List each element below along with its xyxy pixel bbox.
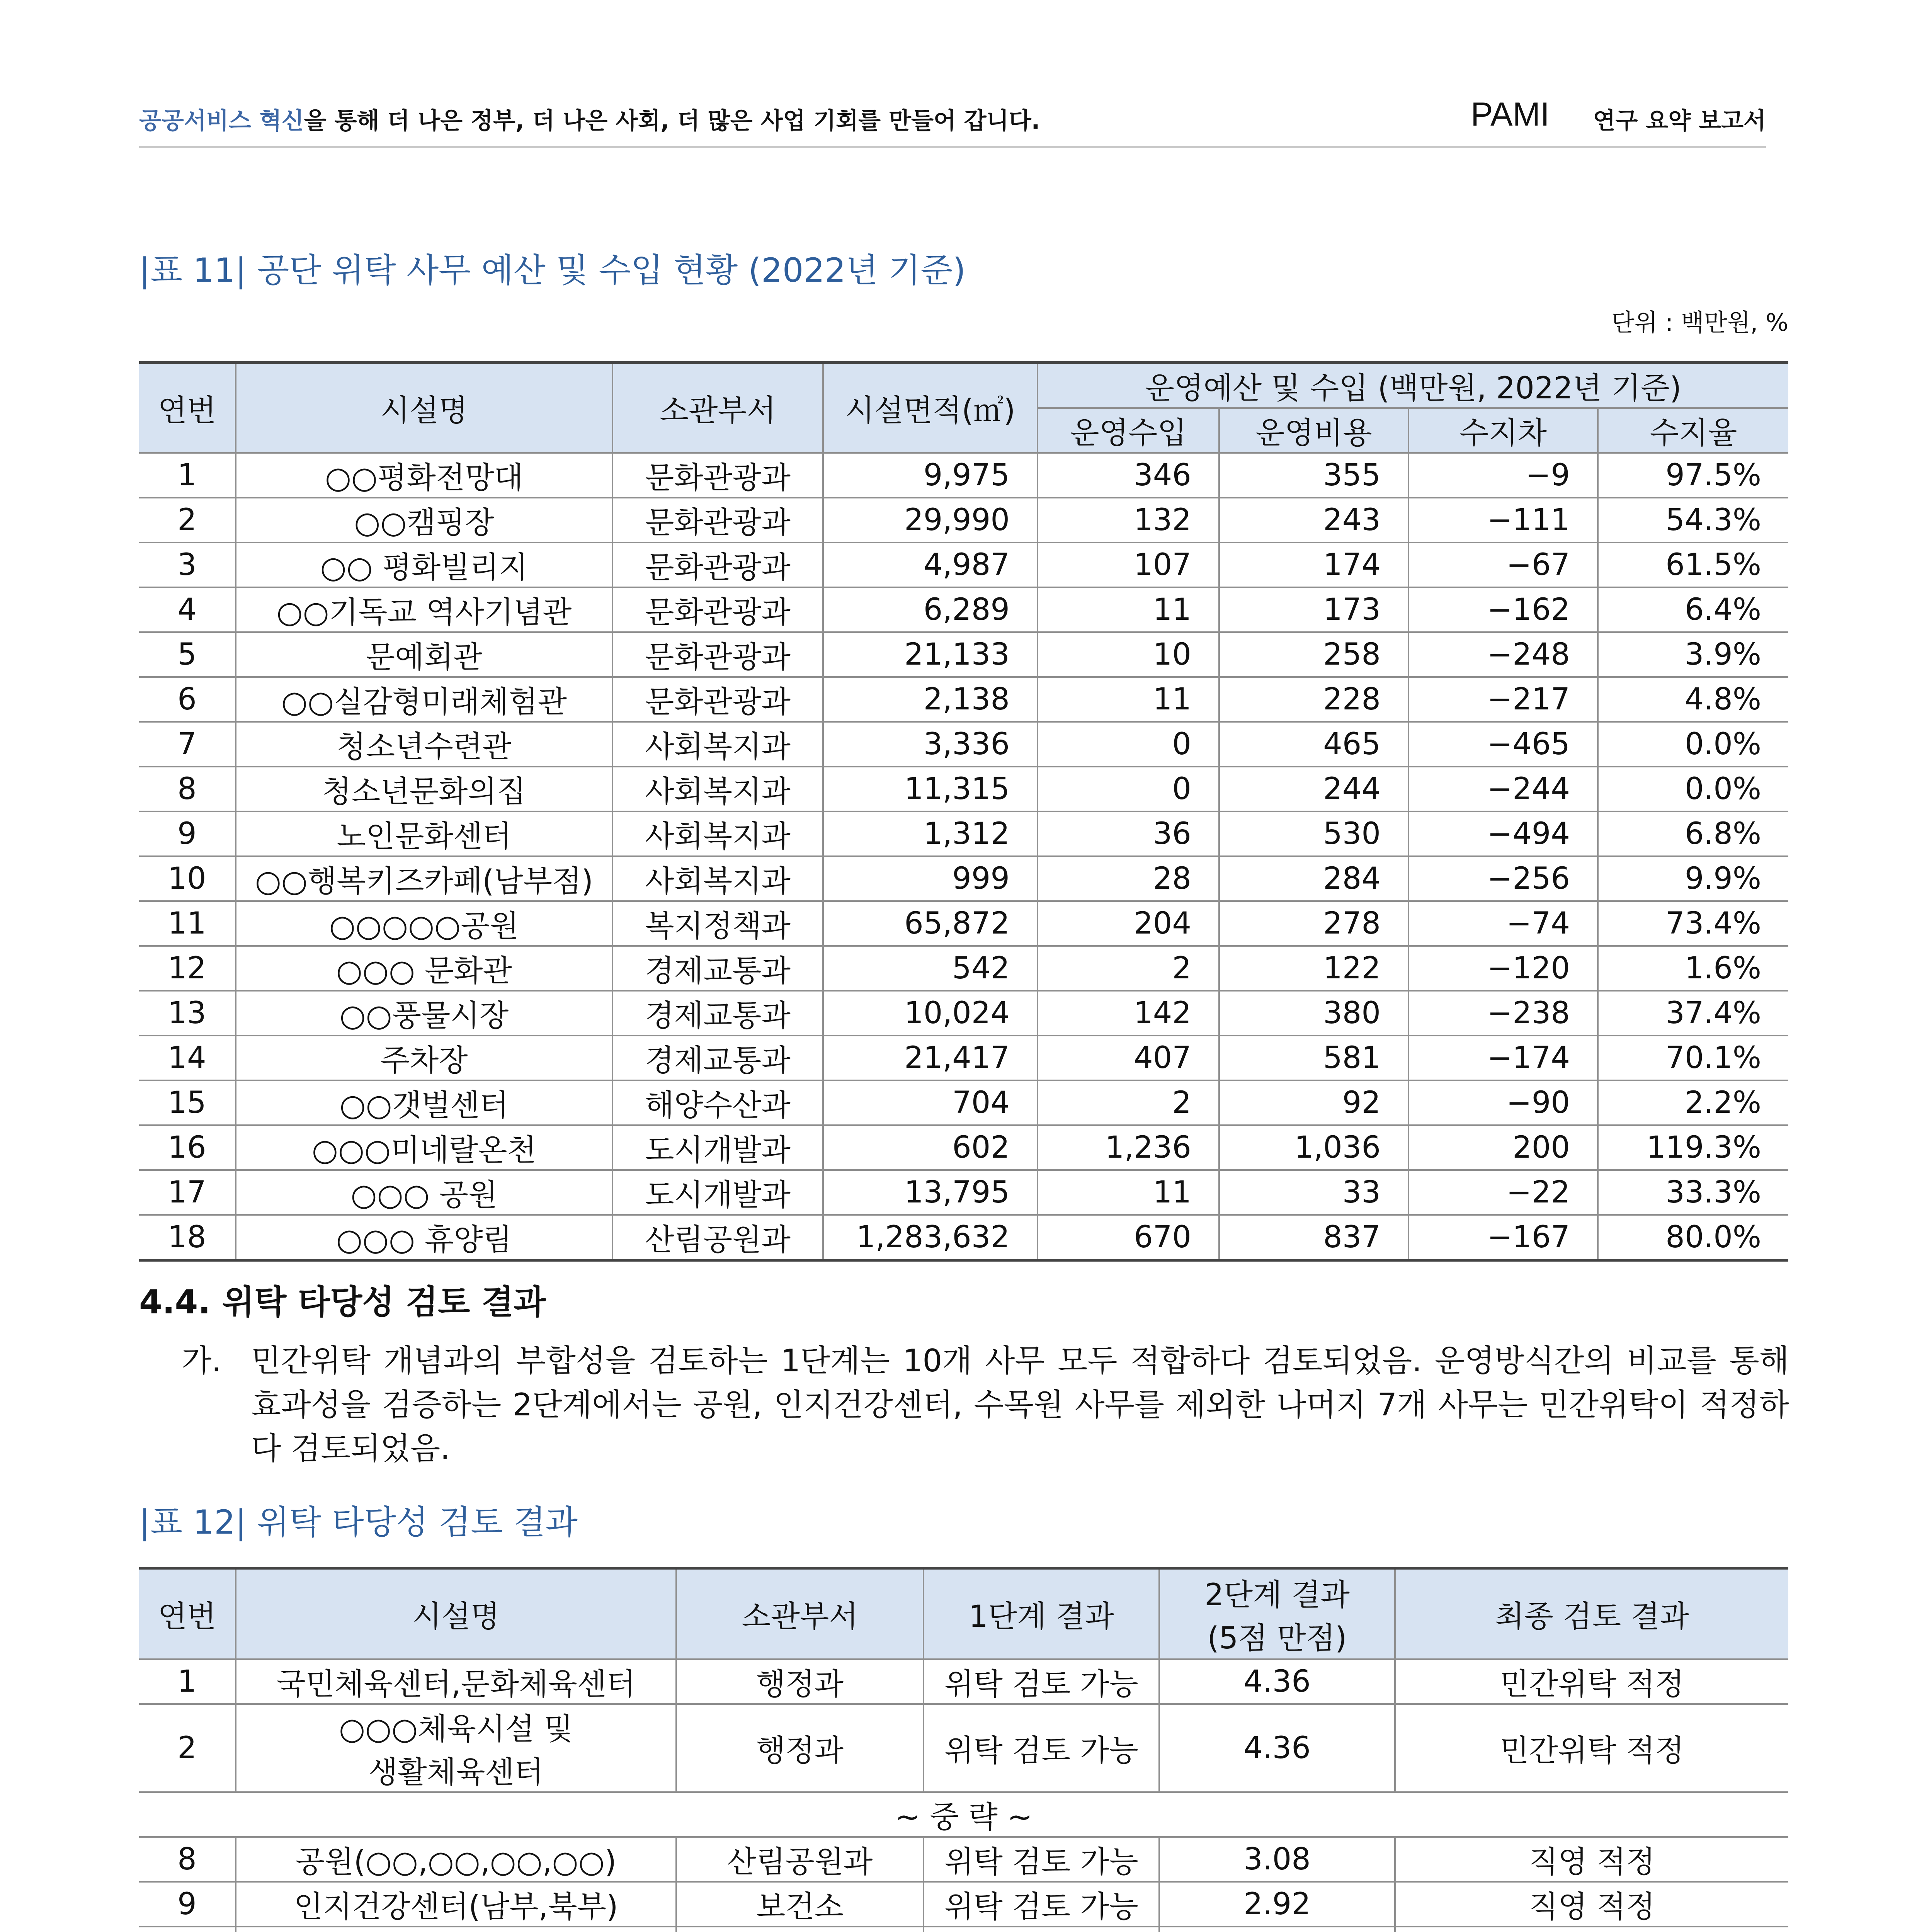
cell-cost: 581 <box>1219 1036 1408 1080</box>
cell-ratio: 6.4% <box>1598 587 1788 632</box>
cell-ratio: 9.9% <box>1598 856 1788 901</box>
col-stage2 <box>1159 1568 1395 1660</box>
cell-name <box>236 1704 676 1792</box>
cell-balance: −465 <box>1408 722 1598 767</box>
cell-no: 9 <box>139 811 236 856</box>
cell-dept: 복지정책과 <box>612 901 823 946</box>
col-name: 시설명 <box>236 1568 676 1660</box>
cell-dept: 경제교통과 <box>612 946 823 991</box>
cell-name: ○○○미네랄온천 <box>236 1125 612 1170</box>
cell-name: 주차장 <box>236 1036 612 1080</box>
cell-name: ○○풍물시장 <box>236 991 612 1036</box>
cell-dept: 문화관광과 <box>612 587 823 632</box>
cell-no: 7 <box>139 722 236 767</box>
cell-dept: 해양수산과 <box>612 1080 823 1125</box>
cell-ratio: 54.3% <box>1598 498 1788 543</box>
budget-table <box>139 361 1788 1262</box>
col-area: 시설면적(㎡) <box>823 363 1038 453</box>
cell-cost: 174 <box>1219 543 1408 587</box>
cell-cost: 173 <box>1219 587 1408 632</box>
cell-area: 3,336 <box>823 722 1038 767</box>
cell-income: 407 <box>1038 1036 1219 1080</box>
cell-stage1: 위탁 검토 가능 <box>924 1659 1159 1704</box>
cell-cost: 837 <box>1219 1215 1408 1260</box>
cell-income: 36 <box>1038 811 1219 856</box>
cell-stage1: 위탁 검토 가능 <box>924 1837 1159 1882</box>
page-header <box>139 96 1766 143</box>
col-income: 운영수입 <box>1038 408 1219 453</box>
cell-no: 2 <box>139 1704 236 1792</box>
cell-dept: 문화관광과 <box>612 453 823 498</box>
cell-income: 670 <box>1038 1215 1219 1260</box>
cell-income: 132 <box>1038 498 1219 543</box>
cell-name: ○○평화전망대 <box>236 453 612 498</box>
cell-no: 2 <box>139 498 236 543</box>
cell-stage1: 위탁 검토 가능 <box>924 1704 1159 1792</box>
cell-dept: 경제교통과 <box>612 1036 823 1080</box>
cell-no: 8 <box>139 1837 236 1882</box>
cell-stage2: 4.36 <box>1159 1659 1395 1704</box>
cell-name: ○○갯벌센터 <box>236 1080 612 1125</box>
table-row <box>139 1080 1788 1125</box>
cell-ratio: 73.4% <box>1598 901 1788 946</box>
table-row <box>139 991 1788 1036</box>
table-row <box>139 722 1788 767</box>
cell-dept: 사회복지과 <box>612 856 823 901</box>
table-row <box>139 1837 1788 1882</box>
cell-stage2: 4.36 <box>1159 1704 1395 1792</box>
cell-name: ○○○ 문화관 <box>236 946 612 991</box>
cell-area: 1,312 <box>823 811 1038 856</box>
section-paragraph <box>182 1339 1789 1471</box>
cell-income: 11 <box>1038 587 1219 632</box>
cell-no: 1 <box>139 453 236 498</box>
cell-no: 9 <box>139 1882 236 1927</box>
cell-income: 2 <box>1038 946 1219 991</box>
table11-unit: 단위 : 백만원, % <box>1611 308 1788 337</box>
cell-no <box>139 1927 236 1932</box>
cell-name: ○○행복키즈카페(남부점) <box>236 856 612 901</box>
cell-name: 공원(○○,○○,○○,○○) <box>236 1837 676 1882</box>
cell-no: 16 <box>139 1125 236 1170</box>
cell-cost: 244 <box>1219 767 1408 811</box>
table-row <box>139 1125 1788 1170</box>
table-row <box>139 1036 1788 1080</box>
col-ratio: 수지율 <box>1598 408 1788 453</box>
cell-no: 6 <box>139 677 236 722</box>
cell-ratio: 6.8% <box>1598 811 1788 856</box>
cell-area: 11,315 <box>823 767 1038 811</box>
cell-area: 13,795 <box>823 1170 1038 1215</box>
cell-balance: −111 <box>1408 498 1598 543</box>
cell-area: 542 <box>823 946 1038 991</box>
table-row <box>139 677 1788 722</box>
paragraph-marker: 가. <box>182 1343 221 1379</box>
cell-ratio: 1.6% <box>1598 946 1788 991</box>
table-row <box>139 946 1788 991</box>
table-row <box>139 767 1788 811</box>
cell-area: 21,417 <box>823 1036 1038 1080</box>
cell-cost: 33 <box>1219 1170 1408 1215</box>
cell-ratio: 3.9% <box>1598 632 1788 677</box>
cell-name: ○○캠핑장 <box>236 498 612 543</box>
cell-dept: 도시개발과 <box>612 1125 823 1170</box>
cell-no: 12 <box>139 946 236 991</box>
cell-ratio: 0.0% <box>1598 767 1788 811</box>
cell-balance: −238 <box>1408 991 1598 1036</box>
cell-cost: 530 <box>1219 811 1408 856</box>
cell-cost: 92 <box>1219 1080 1408 1125</box>
table-row <box>139 453 1788 498</box>
cell-no: 4 <box>139 587 236 632</box>
col-no: 연번 <box>139 1568 236 1660</box>
cell-cost: 258 <box>1219 632 1408 677</box>
cell-stage1 <box>924 1927 1159 1932</box>
omitted-label: ~ 중 략 ~ <box>139 1792 1788 1837</box>
col-group: 운영예산 및 수입 (백만원, 2022년 기준) <box>1038 363 1788 408</box>
cell-final: 민간위탁 적정 <box>1395 1659 1788 1704</box>
col-name: 시설명 <box>236 363 612 453</box>
cell-dept <box>676 1927 924 1932</box>
cell-ratio: 4.8% <box>1598 677 1788 722</box>
cell-cost: 243 <box>1219 498 1408 543</box>
cell-income: 11 <box>1038 1170 1219 1215</box>
cell-income: 107 <box>1038 543 1219 587</box>
cell-dept: 행정과 <box>676 1659 924 1704</box>
table-row <box>139 1659 1788 1704</box>
cell-name: 청소년문화의집 <box>236 767 612 811</box>
cell-no: 8 <box>139 767 236 811</box>
cell-dept: 사회복지과 <box>612 811 823 856</box>
cell-no: 13 <box>139 991 236 1036</box>
cell-cost: 380 <box>1219 991 1408 1036</box>
cell-name: 노인문화센터 <box>236 811 612 856</box>
cell-dept: 산림공원과 <box>676 1837 924 1882</box>
table-row <box>139 1215 1788 1260</box>
cell-cost: 355 <box>1219 453 1408 498</box>
header-tagline <box>139 102 1040 136</box>
cell-no: 18 <box>139 1215 236 1260</box>
cell-balance: −22 <box>1408 1170 1598 1215</box>
cell-area: 1,283,632 <box>823 1215 1038 1260</box>
col-dept: 소관부서 <box>612 363 823 453</box>
stage2-line1: 2단계 결과 <box>1204 1578 1350 1612</box>
cell-cost: 1,036 <box>1219 1125 1408 1170</box>
header-divider <box>139 146 1766 148</box>
cell-name: 청소년수련관 <box>236 722 612 767</box>
table11-caption: |표 11| 공단 위탁 사무 예산 및 수입 현황 (2022년 기준) <box>139 251 966 290</box>
cell-name: ○○ 평화빌리지 <box>236 543 612 587</box>
table-row <box>139 632 1788 677</box>
cell-balance: −256 <box>1408 856 1598 901</box>
cell-ratio: 119.3% <box>1598 1125 1788 1170</box>
cell-final: 직영 적정 <box>1395 1837 1788 1882</box>
omitted-row <box>139 1792 1788 1837</box>
cell-dept: 사회복지과 <box>612 722 823 767</box>
cell-area: 10,024 <box>823 991 1038 1036</box>
table-row <box>139 856 1788 901</box>
cell-area: 65,872 <box>823 901 1038 946</box>
cell-balance: −244 <box>1408 767 1598 811</box>
cell-ratio: 80.0% <box>1598 1215 1788 1260</box>
cell-income: 346 <box>1038 453 1219 498</box>
cell-stage2: 3.08 <box>1159 1837 1395 1882</box>
cell-name: 국민체육센터,문화체육센터 <box>236 1659 676 1704</box>
name-line1: ○○○체육시설 및 <box>339 1712 573 1747</box>
cell-no: 1 <box>139 1659 236 1704</box>
cell-balance: −67 <box>1408 543 1598 587</box>
table-row <box>139 1927 1788 1932</box>
cell-balance: 200 <box>1408 1125 1598 1170</box>
stage2-line2: (5점 만점) <box>1207 1621 1347 1656</box>
cell-cost: 465 <box>1219 722 1408 767</box>
cell-dept: 문화관광과 <box>612 632 823 677</box>
cell-area: 6,289 <box>823 587 1038 632</box>
cell-name <box>236 1927 676 1932</box>
cell-balance: −167 <box>1408 1215 1598 1260</box>
cell-income: 28 <box>1038 856 1219 901</box>
cell-area: 2,138 <box>823 677 1038 722</box>
cell-ratio: 97.5% <box>1598 453 1788 498</box>
cell-balance: −217 <box>1408 677 1598 722</box>
cell-name: ○○실감형미래체험관 <box>236 677 612 722</box>
col-balance: 수지차 <box>1408 408 1598 453</box>
cell-final <box>1395 1927 1788 1932</box>
tagline-rest: 을 통해 더 나은 정부, 더 나은 사회, 더 많은 사업 기회를 만들어 갑니다. <box>304 107 1040 134</box>
cell-area: 999 <box>823 856 1038 901</box>
cell-ratio: 33.3% <box>1598 1170 1788 1215</box>
name-line2: 생활체육센터 <box>368 1755 544 1790</box>
cell-area: 602 <box>823 1125 1038 1170</box>
cell-no: 3 <box>139 543 236 587</box>
col-final: 최종 검토 결과 <box>1395 1568 1788 1660</box>
header-report-label: 연구 요약 보고서 <box>1593 107 1766 134</box>
cell-income: 0 <box>1038 722 1219 767</box>
cell-cost: 122 <box>1219 946 1408 991</box>
cell-area: 9,975 <box>823 453 1038 498</box>
section-title: 4.4. 위탁 타당성 검토 결과 <box>139 1283 546 1321</box>
cell-ratio: 2.2% <box>1598 1080 1788 1125</box>
cell-balance: −90 <box>1408 1080 1598 1125</box>
cell-no: 5 <box>139 632 236 677</box>
review-table <box>139 1567 1788 1932</box>
cell-area: 21,133 <box>823 632 1038 677</box>
table-row <box>139 1882 1788 1927</box>
cell-income: 2 <box>1038 1080 1219 1125</box>
cell-name: 인지건강센터(남부,북부) <box>236 1882 676 1927</box>
cell-income: 11 <box>1038 677 1219 722</box>
paragraph-text: 민간위탁 개념과의 부합성을 검토하는 1단계는 10개 사무 모두 적합하다 검토되었음. 운영방식간의 비교를 통해 효과성을 검증하는 2단계에서는 공원, 인지건강센터, 수목원 사무를 제외한 나머지 7개 사무는 민간위탁이 적정하다 검토되었음. <box>251 1343 1789 1467</box>
cell-balance: −74 <box>1408 901 1598 946</box>
cell-name: ○○○ 휴양림 <box>236 1215 612 1260</box>
cell-ratio: 70.1% <box>1598 1036 1788 1080</box>
cell-stage2 <box>1159 1927 1395 1932</box>
cell-no: 14 <box>139 1036 236 1080</box>
cell-area: 4,987 <box>823 543 1038 587</box>
cell-dept: 행정과 <box>676 1704 924 1792</box>
cell-name: ○○기독교 역사기념관 <box>236 587 612 632</box>
cell-balance: −120 <box>1408 946 1598 991</box>
cell-stage1: 위탁 검토 가능 <box>924 1882 1159 1927</box>
cell-no: 17 <box>139 1170 236 1215</box>
header-brand: PAMI <box>1471 96 1550 133</box>
cell-dept: 문화관광과 <box>612 543 823 587</box>
cell-dept: 문화관광과 <box>612 498 823 543</box>
table-row <box>139 1704 1788 1792</box>
col-dept: 소관부서 <box>676 1568 924 1660</box>
table-row <box>139 587 1788 632</box>
table-row <box>139 498 1788 543</box>
cell-no: 10 <box>139 856 236 901</box>
cell-balance: −9 <box>1408 453 1598 498</box>
col-stage1: 1단계 결과 <box>924 1568 1159 1660</box>
cell-cost: 284 <box>1219 856 1408 901</box>
cell-name: ○○○ 공원 <box>236 1170 612 1215</box>
cell-dept: 경제교통과 <box>612 991 823 1036</box>
cell-income: 10 <box>1038 632 1219 677</box>
table-row <box>139 901 1788 946</box>
cell-no: 11 <box>139 901 236 946</box>
cell-cost: 278 <box>1219 901 1408 946</box>
cell-final: 직영 적정 <box>1395 1882 1788 1927</box>
cell-ratio: 37.4% <box>1598 991 1788 1036</box>
cell-dept: 사회복지과 <box>612 767 823 811</box>
table-row <box>139 543 1788 587</box>
cell-balance: −174 <box>1408 1036 1598 1080</box>
cell-cost: 228 <box>1219 677 1408 722</box>
cell-balance: −248 <box>1408 632 1598 677</box>
cell-dept: 도시개발과 <box>612 1170 823 1215</box>
table12-caption: |표 12| 위탁 타당성 검토 결과 <box>139 1503 578 1542</box>
cell-ratio: 61.5% <box>1598 543 1788 587</box>
cell-name: ○○○○○공원 <box>236 901 612 946</box>
cell-income: 142 <box>1038 991 1219 1036</box>
cell-income: 204 <box>1038 901 1219 946</box>
cell-final: 민간위탁 적정 <box>1395 1704 1788 1792</box>
cell-dept: 산림공원과 <box>612 1215 823 1260</box>
cell-balance: −162 <box>1408 587 1598 632</box>
col-no: 연번 <box>139 363 236 453</box>
cell-no: 15 <box>139 1080 236 1125</box>
table-row <box>139 811 1788 856</box>
cell-dept: 문화관광과 <box>612 677 823 722</box>
cell-dept: 보건소 <box>676 1882 924 1927</box>
cell-name: 문예회관 <box>236 632 612 677</box>
cell-income: 0 <box>1038 767 1219 811</box>
cell-area: 704 <box>823 1080 1038 1125</box>
table-row <box>139 1170 1788 1215</box>
cell-area: 29,990 <box>823 498 1038 543</box>
tagline-highlight: 공공서비스 혁신 <box>139 107 304 134</box>
cell-stage2: 2.92 <box>1159 1882 1395 1927</box>
cell-income: 1,236 <box>1038 1125 1219 1170</box>
col-cost: 운영비용 <box>1219 408 1408 453</box>
cell-balance: −494 <box>1408 811 1598 856</box>
cell-ratio: 0.0% <box>1598 722 1788 767</box>
